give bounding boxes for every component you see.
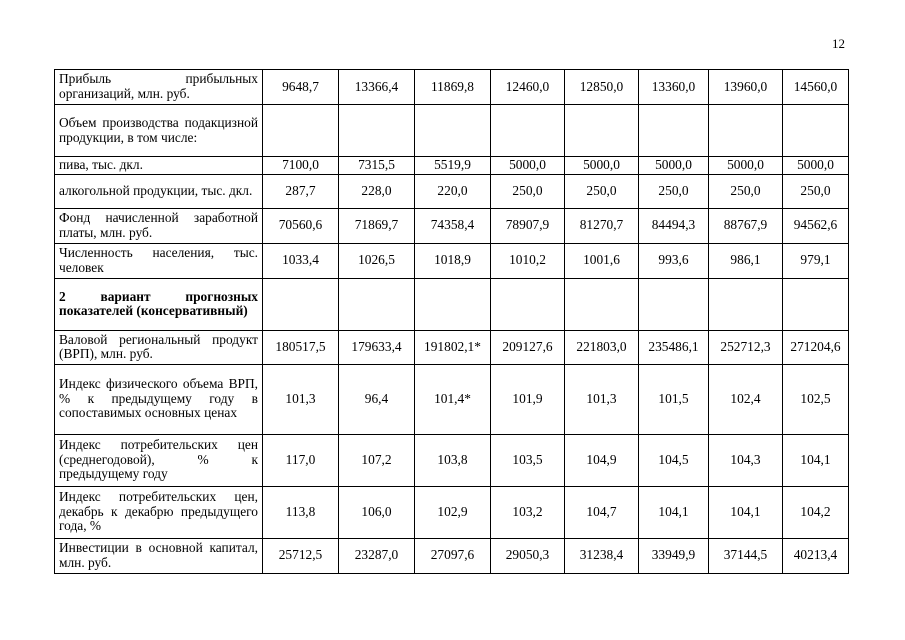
value-cell: 250,0 bbox=[639, 174, 709, 208]
row-label: Инвестиции в основной капитал, млн. руб. bbox=[55, 538, 263, 573]
value-cell bbox=[415, 105, 491, 157]
value-cell: 102,9 bbox=[415, 486, 491, 538]
value-cell: 23287,0 bbox=[339, 538, 415, 573]
value-cell: 13360,0 bbox=[639, 70, 709, 105]
table-row bbox=[55, 243, 849, 278]
value-cell: 78907,9 bbox=[491, 208, 565, 243]
value-cell: 84494,3 bbox=[639, 208, 709, 243]
value-cell bbox=[339, 105, 415, 157]
value-cell: 9648,7 bbox=[263, 70, 339, 105]
value-cell: 101,9 bbox=[491, 364, 565, 434]
value-cell: 94562,6 bbox=[783, 208, 849, 243]
value-cell: 104,1 bbox=[639, 486, 709, 538]
value-cell: 12460,0 bbox=[491, 70, 565, 105]
row-label: Прибыль прибыльных организаций, млн. руб. bbox=[55, 70, 263, 105]
value-cell: 5000,0 bbox=[783, 157, 849, 175]
table-row bbox=[55, 434, 849, 486]
value-cell: 250,0 bbox=[491, 174, 565, 208]
value-cell: 70560,6 bbox=[263, 208, 339, 243]
table-row bbox=[55, 364, 849, 434]
value-cell bbox=[491, 105, 565, 157]
value-cell: 220,0 bbox=[415, 174, 491, 208]
row-label: Индекс физического объема ВРП, % к предыдущему году в сопоставимых основных ценах bbox=[55, 364, 263, 434]
value-cell: 104,5 bbox=[639, 434, 709, 486]
value-cell: 250,0 bbox=[565, 174, 639, 208]
value-cell: 25712,5 bbox=[263, 538, 339, 573]
value-cell: 5519,9 bbox=[415, 157, 491, 175]
table-row bbox=[55, 278, 849, 330]
row-label: Индекс потребительских цен (среднегодовой), % к предыдущему году bbox=[55, 434, 263, 486]
value-cell: 104,7 bbox=[565, 486, 639, 538]
value-cell: 1010,2 bbox=[491, 243, 565, 278]
value-cell: 250,0 bbox=[783, 174, 849, 208]
table-row bbox=[55, 208, 849, 243]
value-cell: 993,6 bbox=[639, 243, 709, 278]
value-cell: 88767,9 bbox=[709, 208, 783, 243]
value-cell: 104,3 bbox=[709, 434, 783, 486]
value-cell: 104,2 bbox=[783, 486, 849, 538]
value-cell: 1018,9 bbox=[415, 243, 491, 278]
table-row bbox=[55, 105, 849, 157]
value-cell: 103,8 bbox=[415, 434, 491, 486]
value-cell: 37144,5 bbox=[709, 538, 783, 573]
value-cell: 5000,0 bbox=[565, 157, 639, 175]
value-cell: 96,4 bbox=[339, 364, 415, 434]
value-cell: 250,0 bbox=[709, 174, 783, 208]
value-cell: 27097,6 bbox=[415, 538, 491, 573]
value-cell: 13366,4 bbox=[339, 70, 415, 105]
value-cell bbox=[783, 105, 849, 157]
value-cell: 1001,6 bbox=[565, 243, 639, 278]
value-cell: 209127,6 bbox=[491, 330, 565, 364]
table-row bbox=[55, 157, 849, 175]
value-cell: 107,2 bbox=[339, 434, 415, 486]
value-cell: 101,3 bbox=[263, 364, 339, 434]
value-cell: 29050,3 bbox=[491, 538, 565, 573]
value-cell: 179633,4 bbox=[339, 330, 415, 364]
value-cell: 103,2 bbox=[491, 486, 565, 538]
value-cell: 5000,0 bbox=[491, 157, 565, 175]
value-cell: 74358,4 bbox=[415, 208, 491, 243]
table-row bbox=[55, 70, 849, 105]
row-label: Индекс потребительских цен, декабрь к декабрю предыдущего года, % bbox=[55, 486, 263, 538]
value-cell: 180517,5 bbox=[263, 330, 339, 364]
value-cell: 13960,0 bbox=[709, 70, 783, 105]
row-label: Численность населения, тыс. человек bbox=[55, 243, 263, 278]
value-cell: 5000,0 bbox=[709, 157, 783, 175]
value-cell: 979,1 bbox=[783, 243, 849, 278]
value-cell: 40213,4 bbox=[783, 538, 849, 573]
value-cell: 81270,7 bbox=[565, 208, 639, 243]
row-label: 2 вариант прогнозных показателей (консервативный) bbox=[55, 278, 263, 330]
value-cell bbox=[709, 105, 783, 157]
value-cell: 271204,6 bbox=[783, 330, 849, 364]
row-label: Валовой региональный продукт (ВРП), млн. руб. bbox=[55, 330, 263, 364]
value-cell: 101,5 bbox=[639, 364, 709, 434]
value-cell: 113,8 bbox=[263, 486, 339, 538]
value-cell: 228,0 bbox=[339, 174, 415, 208]
table-row bbox=[55, 330, 849, 364]
value-cell bbox=[491, 278, 565, 330]
value-cell: 191802,1* bbox=[415, 330, 491, 364]
value-cell: 7100,0 bbox=[263, 157, 339, 175]
value-cell: 12850,0 bbox=[565, 70, 639, 105]
table-row bbox=[55, 538, 849, 573]
value-cell: 101,4* bbox=[415, 364, 491, 434]
value-cell: 33949,9 bbox=[639, 538, 709, 573]
table-row bbox=[55, 486, 849, 538]
value-cell: 71869,7 bbox=[339, 208, 415, 243]
value-cell: 102,5 bbox=[783, 364, 849, 434]
value-cell: 235486,1 bbox=[639, 330, 709, 364]
value-cell: 14560,0 bbox=[783, 70, 849, 105]
forecast-table bbox=[54, 69, 849, 574]
value-cell bbox=[783, 278, 849, 330]
value-cell: 287,7 bbox=[263, 174, 339, 208]
value-cell: 102,4 bbox=[709, 364, 783, 434]
value-cell: 221803,0 bbox=[565, 330, 639, 364]
value-cell: 1026,5 bbox=[339, 243, 415, 278]
value-cell bbox=[639, 278, 709, 330]
value-cell: 104,1 bbox=[783, 434, 849, 486]
value-cell: 117,0 bbox=[263, 434, 339, 486]
row-label: пива, тыс. дкл. bbox=[55, 157, 263, 175]
value-cell: 104,1 bbox=[709, 486, 783, 538]
value-cell: 101,3 bbox=[565, 364, 639, 434]
row-label: Фонд начисленной заработной платы, млн. руб. bbox=[55, 208, 263, 243]
value-cell bbox=[565, 105, 639, 157]
value-cell bbox=[339, 278, 415, 330]
value-cell bbox=[709, 278, 783, 330]
row-label: Объем производства подакцизной продукции, в том числе: bbox=[55, 105, 263, 157]
value-cell: 31238,4 bbox=[565, 538, 639, 573]
value-cell bbox=[639, 105, 709, 157]
table-row bbox=[55, 174, 849, 208]
value-cell: 106,0 bbox=[339, 486, 415, 538]
value-cell: 5000,0 bbox=[639, 157, 709, 175]
value-cell bbox=[263, 278, 339, 330]
value-cell: 11869,8 bbox=[415, 70, 491, 105]
value-cell: 252712,3 bbox=[709, 330, 783, 364]
value-cell: 103,5 bbox=[491, 434, 565, 486]
row-label: алкогольной продукции, тыс. дкл. bbox=[55, 174, 263, 208]
value-cell bbox=[565, 278, 639, 330]
value-cell: 1033,4 bbox=[263, 243, 339, 278]
value-cell: 986,1 bbox=[709, 243, 783, 278]
value-cell bbox=[263, 105, 339, 157]
value-cell: 104,9 bbox=[565, 434, 639, 486]
value-cell bbox=[415, 278, 491, 330]
page-number: 12 bbox=[832, 36, 845, 51]
value-cell: 7315,5 bbox=[339, 157, 415, 175]
